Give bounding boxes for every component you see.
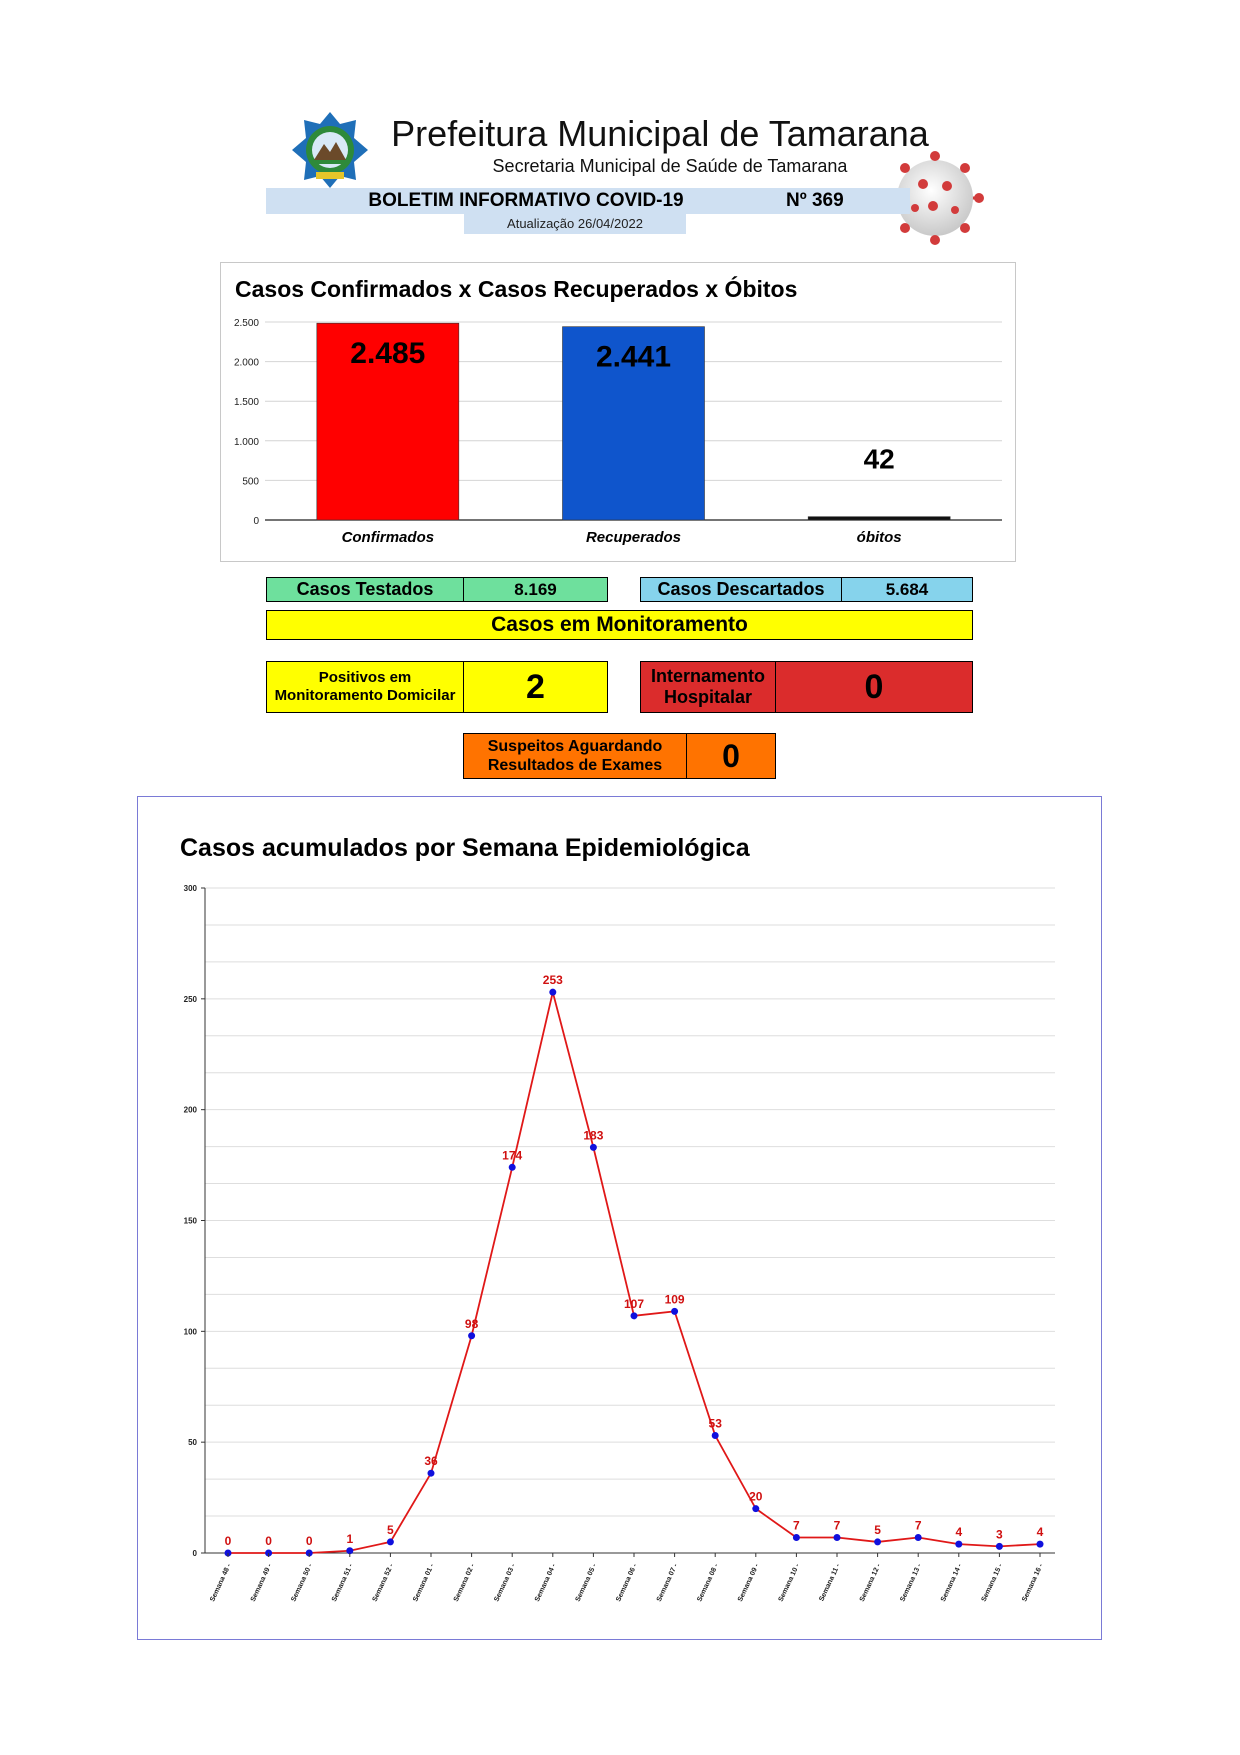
line-point-label: 1 [346, 1531, 354, 1546]
line-point-label: 0 [224, 1534, 232, 1548]
line-point [915, 1534, 922, 1541]
line-point-label: 5 [874, 1522, 881, 1537]
bar-y-tick: 0 [253, 516, 259, 527]
line-point [671, 1308, 678, 1315]
line-point-label: 4 [1036, 1525, 1044, 1540]
line-point-label: 253 [542, 973, 563, 988]
page-subtitle: Secretaria Municipal de Saúde de Tamarana [492, 156, 848, 176]
line-x-tick: Semana 05 - [574, 1562, 599, 1603]
line-x-tick: Semana 52 - [371, 1562, 396, 1603]
bar-category-label: Recuperados [585, 529, 682, 546]
line-x-tick: Semana 02 - [452, 1562, 477, 1603]
line-y-tick: 100 [183, 1327, 197, 1337]
line-x-tick: Semana 08 - [696, 1562, 721, 1603]
line-point-label: 4 [955, 1525, 963, 1540]
line-point-label: 36 [424, 1454, 438, 1469]
line-point-label: 109 [664, 1292, 685, 1307]
domiciliar-label: Positivos em Monitoramento Domicilar [266, 661, 464, 713]
line-point-label: 7 [914, 1518, 922, 1533]
line-point [1037, 1541, 1044, 1548]
line-x-tick: Semana 07 - [655, 1562, 680, 1603]
bar-category-label: Confirmados [341, 529, 435, 546]
bar-chart [220, 262, 1016, 562]
update-date: Atualização 26/04/2022 [464, 214, 686, 234]
line-point-label: 53 [708, 1416, 722, 1431]
suspeitos-label: Suspeitos Aguardando Resultados de Exames [463, 733, 687, 779]
bar-y-tick: 1.500 [233, 397, 259, 409]
line-point [712, 1432, 719, 1439]
bar-value-label: 42 [863, 443, 895, 475]
line-x-tick: Semana 14 - [940, 1562, 964, 1603]
line-x-tick: Semana 49 - [249, 1562, 274, 1603]
line-point-label: 0 [305, 1534, 313, 1548]
page-title: Prefeitura Municipal de Tamarana [391, 113, 929, 154]
line-point-label: 0 [265, 1534, 272, 1548]
domiciliar-value: 2 [463, 661, 608, 713]
line-x-tick: Semana 11 - [818, 1562, 842, 1603]
line-y-tick: 150 [183, 1216, 197, 1226]
bar-value-label: 2.441 [595, 340, 672, 374]
bar-y-tick: 500 [242, 476, 259, 488]
line-chart-title: Casos acumulados por Semana Epidemiológica [180, 834, 750, 862]
line-y-tick: 300 [183, 884, 197, 893]
line-point [874, 1538, 881, 1545]
line-point [387, 1538, 394, 1545]
line-point-label: 20 [749, 1489, 763, 1504]
line-x-tick: Semana 12 - [858, 1562, 883, 1603]
line-point-label: 7 [793, 1518, 800, 1533]
line-point [996, 1543, 1003, 1550]
line-y-tick: 0 [192, 1549, 197, 1558]
casos-testados-value: 8.169 [463, 577, 608, 602]
line-x-tick: Semana 13 - [899, 1562, 924, 1603]
bar-y-tick: 1.000 [233, 436, 259, 448]
line-x-tick: Semana 03 - [493, 1562, 518, 1603]
bar-2 [808, 517, 950, 520]
bar-y-tick: 2.500 [233, 318, 259, 329]
line-point-label: 183 [583, 1128, 604, 1143]
bulletin-number: Nº 369 [786, 190, 844, 211]
line-point [752, 1505, 759, 1512]
casos-testados-label: Casos Testados [266, 577, 464, 602]
line-x-tick: Semana 09 - [737, 1562, 761, 1603]
casos-descartados-label: Casos Descartados [640, 577, 842, 602]
bulletin-label: BOLETIM INFORMATIVO COVID-19 [368, 190, 684, 211]
municipal-crest-icon [290, 110, 370, 190]
line-chart [137, 796, 1102, 1640]
line-point [549, 989, 556, 996]
bar-chart-title: Casos Confirmados x Casos Recuperados x Óbitos [235, 276, 798, 302]
line-x-tick: Semana 16 - [1021, 1562, 1045, 1603]
line-point-label: 7 [833, 1518, 841, 1533]
line-point [509, 1164, 516, 1171]
bar-category-label: óbitos [856, 529, 902, 546]
line-x-tick: Semana 15 - [980, 1562, 1005, 1603]
hospitalar-label: Internamento Hospitalar [640, 661, 776, 713]
line-point-label: 98 [464, 1316, 479, 1331]
line-point [468, 1332, 475, 1339]
casos-monitoramento-label: Casos em Monitoramento [266, 610, 973, 640]
line-x-tick: Semana 48 - [209, 1562, 233, 1603]
line-point-label: 174 [502, 1148, 523, 1163]
casos-descartados-value: 5.684 [841, 577, 973, 602]
line-point-label: 3 [996, 1527, 1003, 1542]
line-y-tick: 200 [183, 1105, 197, 1115]
line-x-tick: Semana 01 - [412, 1562, 436, 1603]
line-point [428, 1470, 435, 1477]
line-point-label: 107 [623, 1296, 645, 1311]
bar-y-tick: 2.000 [233, 357, 259, 369]
line-x-tick: Semana 50 - [290, 1562, 315, 1603]
bar-value-label: 2.485 [350, 337, 426, 371]
line-x-tick: Semana 10 - [777, 1562, 802, 1603]
line-point [955, 1541, 962, 1548]
line-x-tick: Semana 51 - [331, 1562, 355, 1603]
line-y-tick: 250 [183, 994, 197, 1004]
line-point [590, 1144, 597, 1151]
line-y-tick: 50 [188, 1438, 197, 1448]
line-point [631, 1312, 638, 1319]
line-series [228, 992, 1040, 1553]
suspeitos-value: 0 [686, 733, 776, 779]
line-point [834, 1534, 841, 1541]
line-point [793, 1534, 800, 1541]
hospitalar-value: 0 [775, 661, 973, 713]
line-x-tick: Semana 04 - [534, 1562, 558, 1603]
line-x-tick: Semana 06 - [615, 1562, 639, 1603]
line-point-label: 5 [387, 1522, 394, 1537]
